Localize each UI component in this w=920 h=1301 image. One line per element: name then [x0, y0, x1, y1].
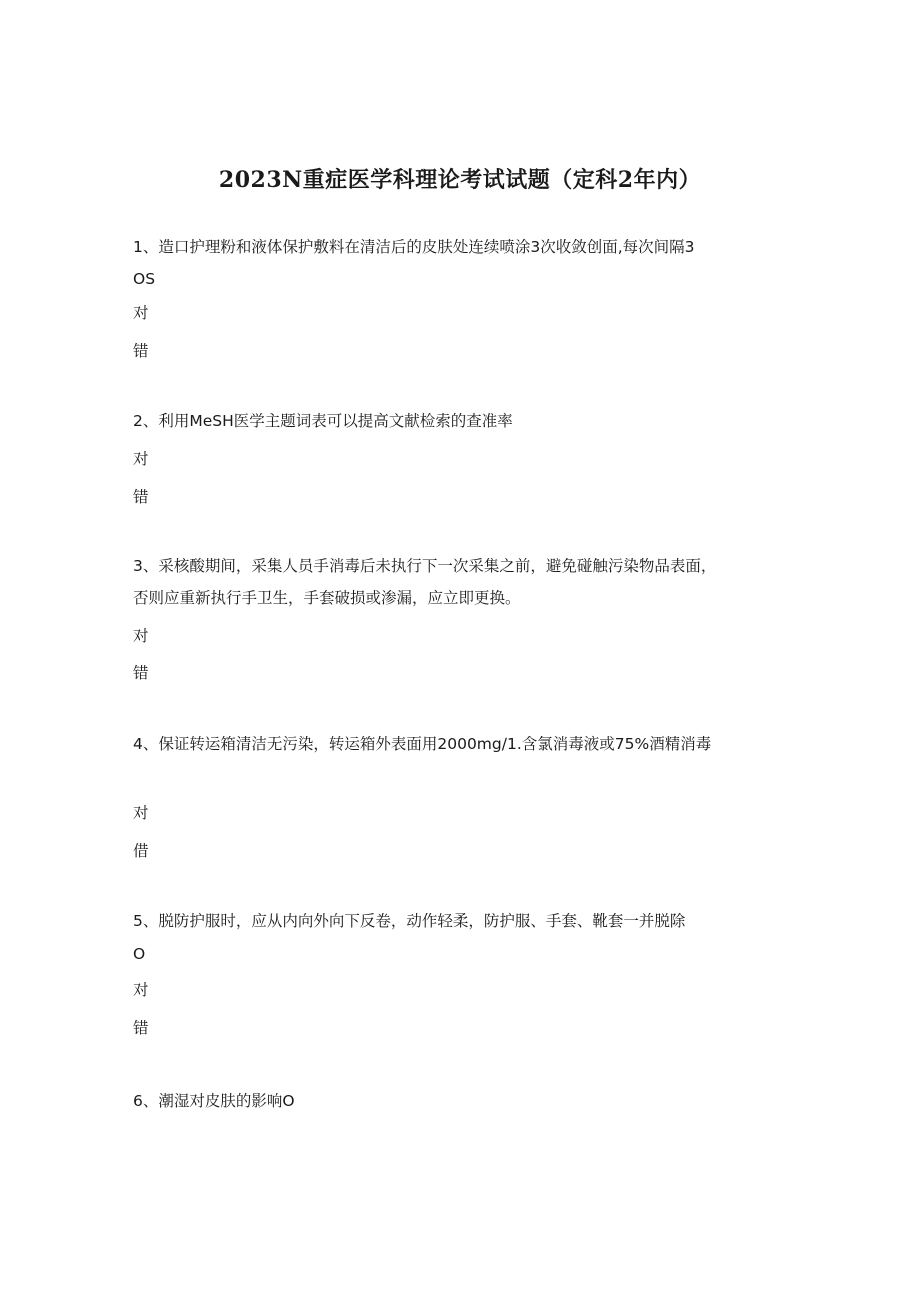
question-1-option-false: 错	[133, 342, 149, 360]
document-title: 2023N重症医学科理论考试试题（定科2年内）	[218, 167, 702, 193]
question-1-text-line-1: 1、造口护理粉和液体保护敷料在清洁后的皮肤处连续喷涂3次收敛创面,每次间隔3	[133, 238, 695, 256]
question-5-option-false: 错	[133, 1019, 149, 1037]
question-3-option-false: 错	[133, 664, 149, 682]
question-2-text-line-1: 2、利用MeSH医学主题词表可以提高文献检索的查准率	[133, 412, 513, 430]
question-6-text-line-1: 6、潮湿对皮肤的影响O	[133, 1092, 295, 1110]
question-3-option-true: 对	[133, 627, 149, 645]
question-3-text-line-2: 否则应重新执行手卫生，手套破损或渗漏，应立即更换。	[133, 589, 521, 607]
question-2-option-true: 对	[133, 450, 149, 468]
question-1-text-line-2: OS	[133, 270, 156, 288]
question-5-option-true: 对	[133, 981, 149, 999]
question-2-option-false: 错	[133, 488, 149, 506]
question-1-option-true: 对	[133, 304, 149, 322]
question-5-text-line-2: O	[133, 945, 146, 963]
question-4-text-line-1: 4、保证转运箱清洁无污染，转运箱外表面用2000mg∕1.含氯消毒液或75%酒精消毒	[133, 735, 712, 753]
question-3-text-line-1: 3、采核酸期间，采集人员手消毒后未执行下一次采集之前，避免碰触污染物品表面，	[133, 557, 717, 575]
question-5-text-line-1: 5、脱防护服时，应从内向外向下反卷，动作轻柔，防护服、手套、靴套一并脱除	[133, 912, 686, 930]
question-4-option-true: 对	[133, 804, 149, 822]
question-4-option-false: 借	[133, 842, 149, 860]
